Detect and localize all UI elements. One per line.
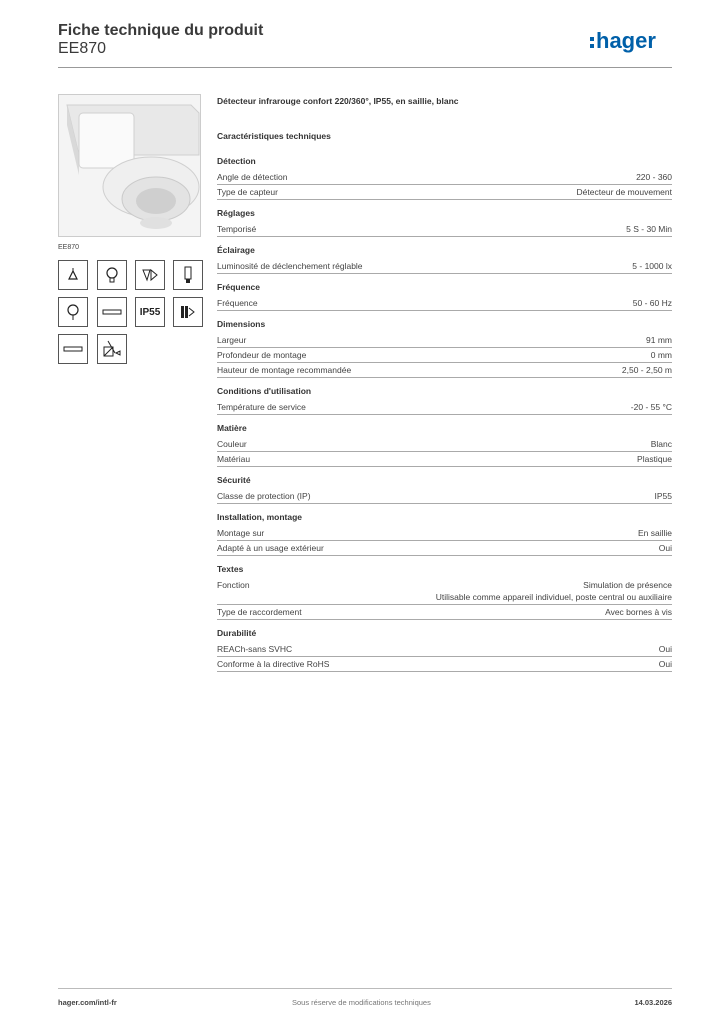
- footer-disclaimer: Sous réserve de modifications techniques: [292, 998, 431, 1007]
- spec-row: Angle de détection 220 - 360: [217, 170, 672, 185]
- bulb-icon: [97, 260, 127, 290]
- spec-group-eclairage: [217, 245, 672, 274]
- spec-row: Largeur 91 mm: [217, 333, 672, 348]
- spec-group-securite: [217, 475, 672, 504]
- spec-group-dimensions: [217, 319, 672, 378]
- spec-row: REACh-sans SVHC Oui: [217, 642, 672, 657]
- spec-row: Matériau Plastique: [217, 452, 672, 467]
- group-heading: Matière: [217, 423, 247, 433]
- group-heading: Conditions d'utilisation: [217, 386, 312, 396]
- spec-row: Fréquence 50 - 60 Hz: [217, 296, 672, 311]
- group-heading: Réglages: [217, 208, 255, 218]
- spec-row: Conforme à la directive RoHS Oui: [217, 657, 672, 672]
- footer-date: 14.03.2026: [634, 998, 672, 1007]
- spec-row: Luminosité de déclenchement réglable 5 - 1000 lx: [217, 259, 672, 274]
- product-image: [58, 94, 201, 237]
- header-divider: [58, 67, 672, 68]
- spec-row: Adapté à un usage extérieur Oui: [217, 541, 672, 556]
- group-heading: Durabilité: [217, 628, 257, 638]
- group-heading: Textes: [217, 564, 244, 574]
- group-heading: Fréquence: [217, 282, 260, 292]
- spec-row: Type de capteur Détecteur de mouvement: [217, 185, 672, 200]
- product-description: Détecteur infrarouge confort 220/360°, IP55, en saillie, blanc: [217, 96, 459, 106]
- tube-icon: [97, 297, 127, 327]
- spec-row: Température de service -20 - 55 °C: [217, 400, 672, 415]
- spec-group-detection: [217, 156, 672, 200]
- group-heading: Détection: [217, 156, 256, 166]
- product-reference: EE870: [58, 40, 107, 57]
- spec-group-installation: [217, 512, 672, 556]
- svg-text:hager: hager: [596, 28, 656, 53]
- group-heading: Sécurité: [217, 475, 251, 485]
- group-heading: Éclairage: [217, 245, 255, 255]
- led-bulb-icon: [58, 297, 88, 327]
- specifications: [217, 96, 672, 680]
- spec-group-reglages: [217, 208, 672, 237]
- ip55-icon: [135, 297, 165, 327]
- spec-row: Type de raccordement Avec bornes à vis: [217, 605, 672, 620]
- fluorescent-tube-icon: [173, 260, 203, 290]
- page-title: Fiche technique du produit: [58, 22, 264, 39]
- motion-sensor-icon: [173, 297, 203, 327]
- ip55-label: IP55: [139, 306, 161, 318]
- spec-group-frequence: [217, 282, 672, 311]
- footer-divider: [58, 988, 672, 989]
- footer-website[interactable]: hager.com/intl-fr: [58, 998, 117, 1007]
- linear-tube-icon: [58, 334, 88, 364]
- group-heading: Dimensions: [217, 319, 266, 329]
- spec-row: Classe de protection (IP) IP55: [217, 489, 672, 504]
- spec-row: Profondeur de montage 0 mm: [217, 348, 672, 363]
- spec-group-matiere: [217, 423, 672, 467]
- group-heading: Installation, montage: [217, 512, 303, 522]
- specs-heading: Caractéristiques techniques: [217, 131, 331, 141]
- transformer-icon: [97, 334, 127, 364]
- spec-row: Fonction Simulation de présence Utilisable comme appareil individuel, poste central ou auxiliaire: [217, 578, 672, 605]
- spec-group-textes: [217, 564, 672, 620]
- spec-row: Couleur Blanc: [217, 437, 672, 452]
- spec-row: Temporisé 5 S - 30 Min: [217, 222, 672, 237]
- image-caption: EE870: [58, 244, 80, 251]
- spec-row: Hauteur de montage recommandée 2,50 - 2,50 m: [217, 363, 672, 378]
- lamp-cone-icon: [58, 260, 88, 290]
- spec-group-conditions: [217, 386, 672, 415]
- halogen-lamp-icon: [135, 260, 165, 290]
- spec-group-durabilite: [217, 628, 672, 672]
- spec-row: Montage sur En saillie: [217, 526, 672, 541]
- hager-logo: [590, 28, 676, 56]
